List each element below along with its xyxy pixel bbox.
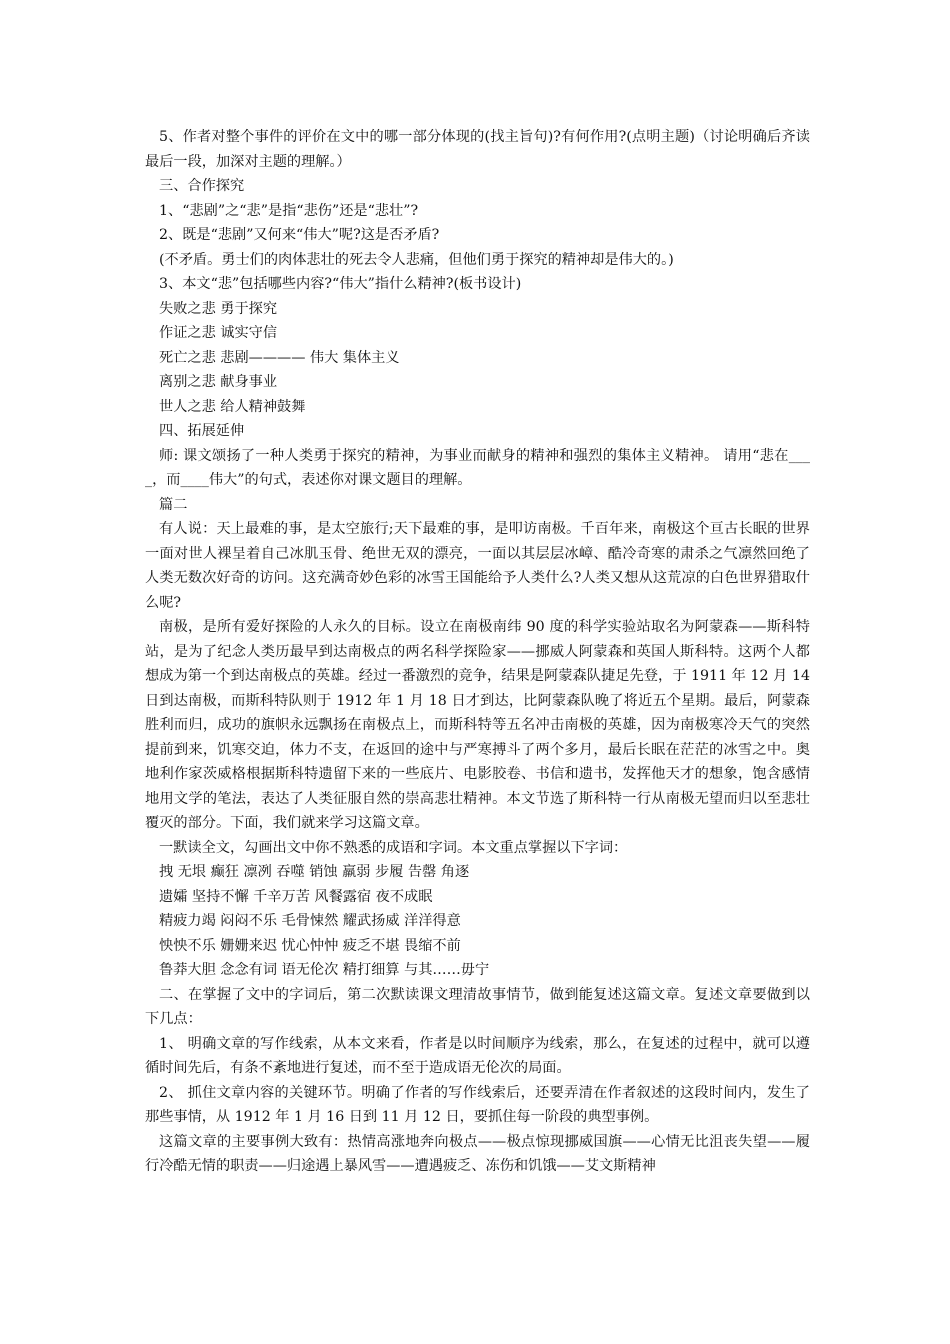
section-heading: 篇二 bbox=[159, 496, 188, 513]
paragraph: 1、 明确文章的写作线索，从本文来看，作者是以时间顺序为线索，那么，在复述的过程中，就可以遵循时间先后，有条不紊地进行复述，而不至于造成语无伦次的局面。 bbox=[145, 1035, 810, 1076]
paragraph: 有人说：天上最难的事，是太空旅行;天下最难的事，是叩访南极。千百年来，南极这个亘古长眠的世界一面对世人裸呈着自己冰肌玉骨、绝世无双的漂亮，一面以其层层冰嶂、酷冷奇寒的肃杀之气凛然回绝了人类无数次好奇的访问。这充满奇妙色彩的冰雪王国能给予人类什么?人类又想从这荒凉的白色世界猎取什么呢? bbox=[145, 521, 810, 611]
paragraph: 一默读全文，勾画出文中你不熟悉的成语和字词。本文重点掌握以下字词： bbox=[159, 839, 628, 856]
paragraph: 师: 课文颂扬了一种人类勇于探究的精神，为事业而献身的精神和强烈的集体主义精神。 请用“悲在____，而____伟大”的句式，表述你对课文题目的理解。 bbox=[145, 447, 810, 488]
vocab-line: 拽 无垠 癫狂 凛冽 吞噬 销蚀 羸弱 步履 告罄 角逐 bbox=[159, 864, 470, 880]
paragraph: 2、 抓住文章内容的关键环节。明确了作者的写作线索后，还要弄清在作者叙述的这段时间内，发生了那些事情，从 1912 年 1 月 16 日到 11 月 12 日，要抓住每一阶段的典型事例。 bbox=[145, 1084, 810, 1125]
paragraph: 5、作者对整个事件的评价在文中的哪一部分体现的(找主旨句)?有何作用?(点明主题)（讨论明确后齐读最后一段，加深对主题的理解。） bbox=[145, 129, 810, 170]
board-line: 离别之悲 献身事业 bbox=[159, 374, 278, 390]
document-page bbox=[145, 125, 810, 1179]
paragraph: 这篇文章的主要事例大致有：热情高涨地奔向极点——极点惊现挪威国旗——心情无比沮丧失望——履行冷酷无情的职责——归途遇上暴风雪——遭遇疲乏、冻伤和饥饿——艾文斯精神 bbox=[145, 1133, 810, 1174]
section-heading: 三、合作探究 bbox=[159, 178, 245, 194]
board-line: 世人之悲 给人精神鼓舞 bbox=[159, 398, 306, 415]
paragraph: 南极，是所有爱好探险的人永久的目标。设立在南极南纬 90 度的科学实验站取名为阿蒙森——斯科特站，是为了纪念人类历最早到达南极点的两名科学探险家——挪威人阿蒙森和英国人斯科特。这两个人都想成为第一个到达南极点的英雄。经过一番激烈的竞争，结果是阿蒙森队捷足先登，于 1911 年 12 月 14 日到达南极，而斯科特队则于 1912 年 1 月 18 日才到达，比阿蒙森队晚了将近五个星期。最后，阿蒙森胜利而归，成功的旗帜永远飘扬在南极点上，而斯科特等五名冲击南极的英雄，因为南极寒冷天气的突然提前到来，饥寒交迫，体力不支，在返回的途中与严寒搏斗了两个多月，最后长眠在茫茫的冰雪之中。奥地利作家茨威格根据斯科特遗留下来的一些底片、电影胶卷、书信和遗书，发挥他天才的想象，饱含感情地用文学的笔法，表达了人类征服自然的崇高悲壮精神。本文节选了斯科特一行从南极无望而归以至悲壮覆灭的部分。下面，我们就来学习这篇文章。 bbox=[145, 619, 810, 831]
vocab-line: 怏怏不乐 姗姗来迟 忧心忡忡 疲乏不堪 畏缩不前 bbox=[159, 937, 461, 954]
paragraph: 3、本文“悲”包括哪些内容?“伟大”指什么精神?(板书设计) bbox=[159, 276, 522, 292]
paragraph: (不矛盾。勇士们的肉体悲壮的死去令人悲痛，但他们勇于探究的精神却是伟大的。) bbox=[159, 251, 674, 268]
vocab-line: 遗孀 坚持不懈 千辛万苦 风餐露宿 夜不成眠 bbox=[159, 888, 433, 905]
board-line: 死亡之悲 悲剧———— 伟大 集体主义 bbox=[159, 349, 400, 366]
vocab-line: 鲁莽大胆 念念有词 语无伦次 精打细算 与其……毋宁 bbox=[159, 962, 490, 978]
vocab-line: 精疲力竭 闷闷不乐 毛骨悚然 耀武扬威 洋洋得意 bbox=[159, 913, 461, 929]
board-line: 作证之悲 诚实守信 bbox=[159, 325, 278, 341]
section-heading: 四、拓展延伸 bbox=[159, 423, 245, 439]
paragraph: 2、既是“悲剧”又何来“伟大”呢?这是否矛盾? bbox=[159, 227, 440, 243]
board-line: 失败之悲 勇于探究 bbox=[159, 300, 278, 317]
paragraph: 1、“悲剧”之“悲”是指“悲伤”还是“悲壮”? bbox=[159, 202, 419, 219]
paragraph: 二、在掌握了文中的字词后，第二次默读课文理清故事情节，做到能复述这篇文章。复述文章要做到以下几点： bbox=[145, 986, 810, 1027]
